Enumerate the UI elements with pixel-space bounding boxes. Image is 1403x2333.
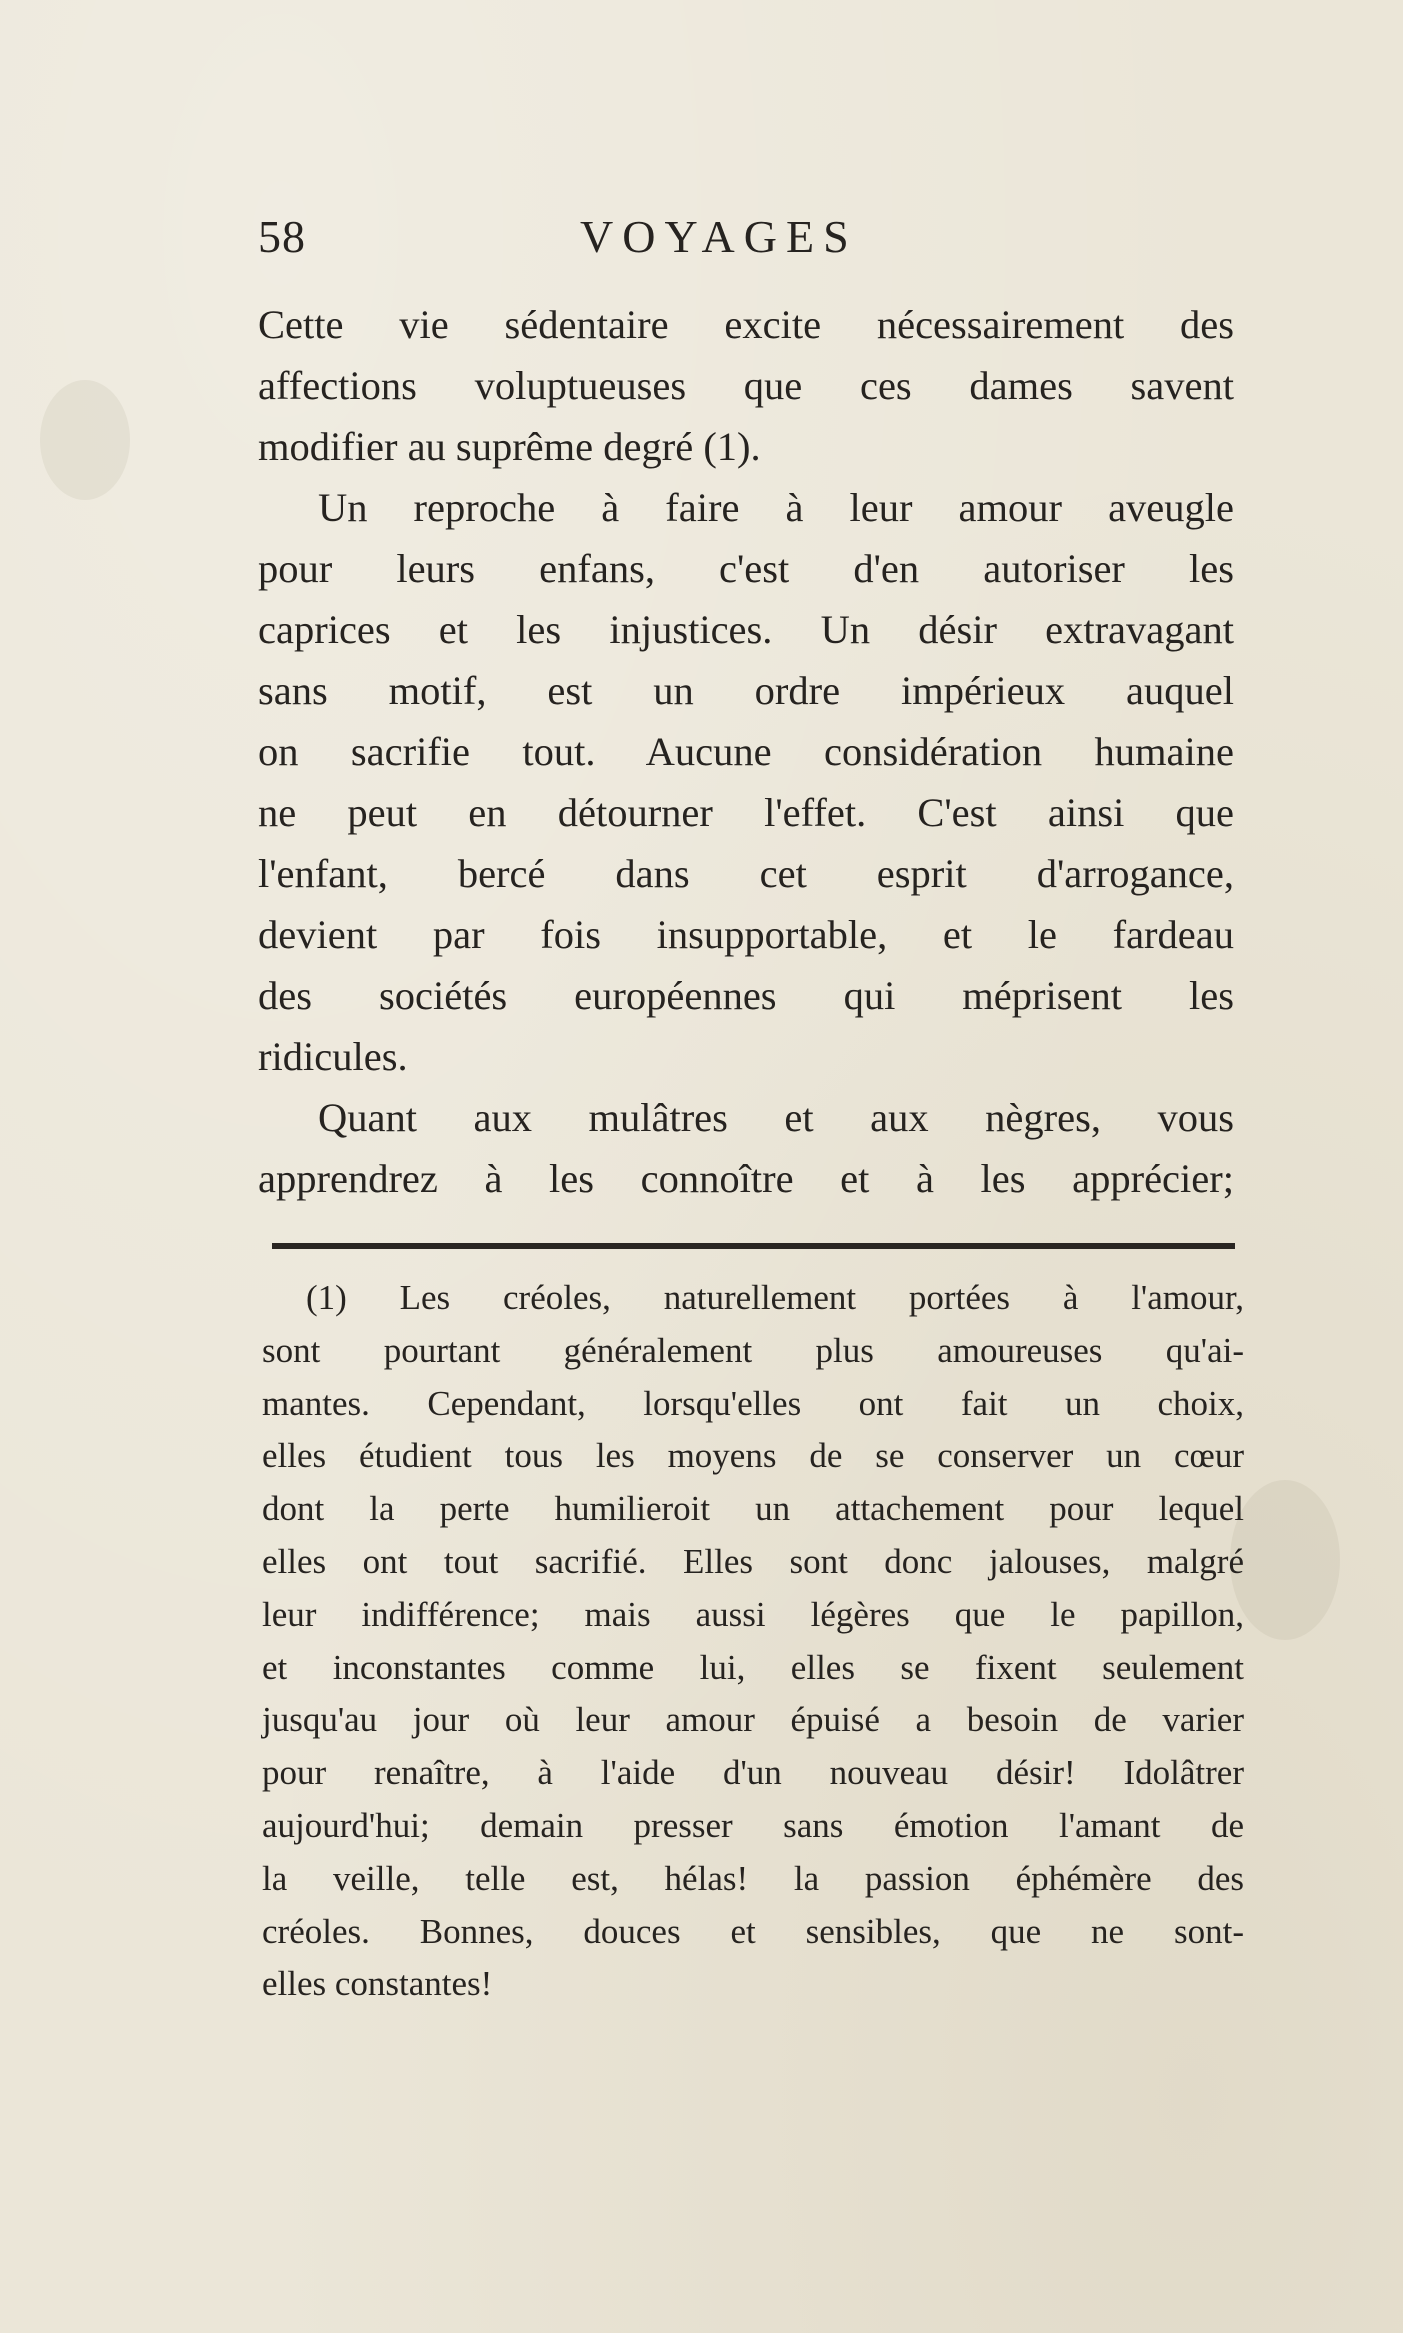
text-line: l'enfant, bercé dans cet esprit d'arrogance, (258, 851, 1234, 896)
paper-stain (40, 380, 130, 500)
footnote-line: elles ont tout sacrifié. Elles sont donc jalouses, malgré (262, 1541, 1244, 1581)
text-line: modifier au suprême degré (1). (258, 424, 761, 469)
text-line: affections voluptueuses que ces dames savent (258, 363, 1234, 408)
text-line: Un reproche à faire à leur amour aveugle (318, 485, 1234, 530)
text-line: ridicules. (258, 1034, 408, 1079)
footnote-line: jusqu'au jour où leur amour épuisé a besoin de varier (262, 1700, 1244, 1740)
footnote-line: (1) Les créoles, naturellement portées à l'amour, (306, 1278, 1244, 1317)
main-text (258, 294, 1234, 1209)
footnote-line: aujourd'hui; demain presser sans émotion l'amant de (262, 1805, 1244, 1845)
text-line: devient par fois insupportable, et le fardeau (258, 912, 1234, 957)
text-line: on sacrifie tout. Aucune considération humaine (258, 729, 1234, 774)
text-line: sans motif, est un ordre impérieux auquel (258, 668, 1234, 713)
text-line: apprendrez à les connoître et à les apprécier; (258, 1156, 1234, 1201)
text-line: Quant aux mulâtres et aux nègres, vous (318, 1095, 1234, 1140)
page-header (258, 210, 1238, 270)
text-line: pour leurs enfans, c'est d'en autoriser les (258, 546, 1234, 591)
footnote-line: créoles. Bonnes, douces et sensibles, que ne sont- (262, 1911, 1244, 1951)
footnote (262, 1272, 1244, 2011)
paper-stain (1230, 1480, 1340, 1640)
footnote-line: dont la perte humilieroit un attachement pour lequel (262, 1489, 1244, 1529)
text-line: des sociétés européennes qui méprisent les (258, 973, 1234, 1018)
footnote-line: elles constantes! (262, 1964, 493, 2004)
footnote-line: elles étudient tous les moyens de se conserver un cœur (262, 1436, 1244, 1476)
text-line: Cette vie sédentaire excite nécessairement des (258, 302, 1234, 347)
footnote-line: leur indifférence; mais aussi légères que le papillon, (262, 1594, 1244, 1634)
footnote-separator (272, 1243, 1235, 1249)
footnote-line: la veille, telle est, hélas! la passion éphémère des (262, 1858, 1244, 1898)
footnote-line: et inconstantes comme lui, elles se fixent seulement (262, 1647, 1244, 1687)
text-line: caprices et les injustices. Un désir extravagant (258, 607, 1234, 652)
footnote-line: sont pourtant généralement plus amoureuses qu'ai- (262, 1330, 1244, 1370)
text-line: ne peut en détourner l'effet. C'est ainsi que (258, 790, 1234, 835)
footnote-line: mantes. Cependant, lorsqu'elles ont fait un choix, (262, 1383, 1244, 1423)
footnote-line: pour renaître, à l'aide d'un nouveau désir! Idolâtrer (262, 1753, 1244, 1793)
page-number: 58 (258, 211, 306, 262)
running-head: VOYAGES (580, 211, 858, 262)
